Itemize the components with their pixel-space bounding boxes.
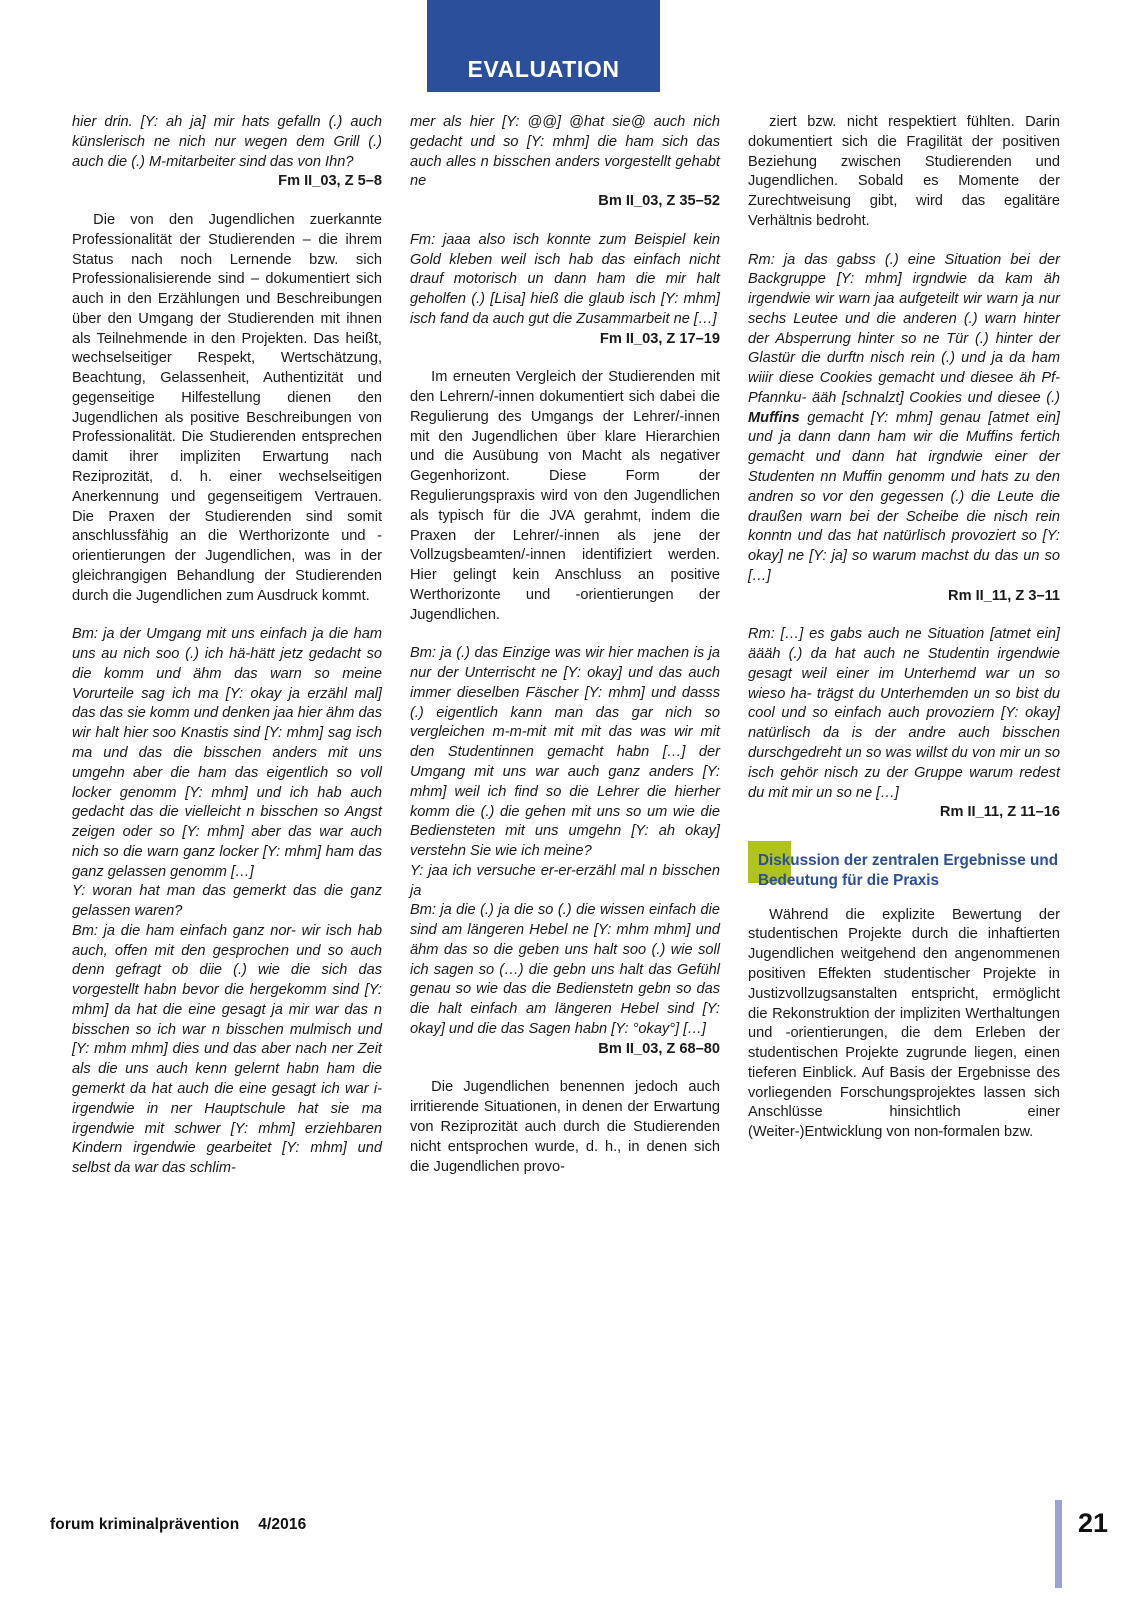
citation-rm-unterhemd: Rm II_11, Z 11–16 xyxy=(939,804,1060,821)
spacer xyxy=(72,606,382,625)
quote-rm-muffins xyxy=(748,251,1060,587)
column-1 xyxy=(72,113,382,1179)
quote-rm-unterhemd: Rm: […] es gabs auch ne Situation [atmet ein] äääh (.) da hat auch ne Studentin irgendwie gesagt weil einer im Unterhemd war un so wieso ha- trägst du Unterhemden un so bist du cool und so einfach auch provoziern [Y: okay] natürlisch da is der andre auch bisschen durschgedreht un so was willst du von mir un so isch gehör nisch zu der Gruppe warum redest du mit mir un so ne […] xyxy=(748,626,1060,801)
footer-journal-name: forum kriminalprävention xyxy=(50,1516,240,1533)
paragraph-irritierende-situationen: Die Jugendlichen benennen jedoch auch irritierende Situationen, in denen der Erwartung von Reziprozität auch durch die Studierenden nicht entsprochen wurde, d. h., in denen sich die Jugendlichen provo- xyxy=(410,1079,720,1175)
spacer xyxy=(748,606,1060,625)
citation-fm-gold: Fm II_03, Z 17–19 xyxy=(599,330,720,347)
quote-bm-unterricht-b: Y: jaa ich versuche er-er-erzähl mal n bisschen ja xyxy=(410,862,720,899)
quote-fm-gold: Fm: jaaa also isch konnte zum Beispiel kein Gold kleben weil isch hab das einfach nicht drauf motorisch un dann ham die mir halt geholfen (.) [Lisa] hieß die glaub isch [Y: mhm] isch fand da auch gut die Zusammarbeit ne […] xyxy=(410,231,720,327)
citation-fm-ii03-top: Fm II_03, Z 5–8 xyxy=(278,173,382,190)
section-heading-block xyxy=(748,849,1060,892)
spacer xyxy=(410,349,720,368)
footer-journal-line xyxy=(50,1516,306,1534)
quote-bm-umgang-c: Bm: ja die ham einfach ganz nor- wir isch hab auch, offen mit den gesprochen und so auch denn gefragt ob diie (.) wie die sich das vorgestellt habn bevor die hergekomm sind [Y: mhm] da hat die eine gesagt ja mir war das n bisschen so ich war n bisschen mulmisch und [Y: mhm mhm] dies und das aber nach ner Zeit als die uns auch kenn gelernt habn ham die gemerkt da hat auch die eine gesagt ich war i-irgendwie in ner Hauptschule hat sie ma irgendwie mit schwer [Y: mhm] erziehbaren Kindern irgendwie gearbeitet [Y: mhm] und selbst da war das schlim- xyxy=(72,922,382,1177)
quote-bm-unterricht-c: Bm: ja die (.) ja die so (.) die wissen einfach die sind am längeren Hebel ne [Y: mhm mhm] und ähm das so die geben uns halt soo (.) wie soll ich sagen so (…) die gebn uns halt das Gefühl genau so wie das die Bedienstetn gebn so das die halt einfach am längeren Hebel sind [Y: okay] und die das Sagen habn [Y: °okay°] […] xyxy=(410,902,720,1037)
paragraph-professionalitaet: Die von den Jugendlichen zuerkannte Professionalität der Studierenden – die ihrem Status nach noch Lernende bzw. sich Professionalisierende sind – dokumentiert sich auch in den Erzählungen und Beschreibungen über den Umgang der Studierenden mit ihnen als Teilnehmende in den Projekten. Das heißt, wechselseitiger Respekt, Wertschätzung, Beachtung, Gelassenheit, Authentizität und gegenseitige Hilfestellung dienen den Jugendlichen als positive Beschreibungen von Professionalität. Die Studierenden entsprechen damit ihrer impliziten Erwartung nach Reziprozität, d. h. einer wechselseitigen Anerkennung und gegenseitigem Vertrauen. Die Praxen der Studierenden sind somit anschlussfähig an die Werthorizonte und -orientierungen der Jugendlichen, was in der gleichrangigen Behandlung der Studierenden durch die Jugendlichen zum Ausdruck kommt. xyxy=(72,212,382,604)
column-3 xyxy=(748,113,1060,1179)
evaluation-banner xyxy=(427,0,660,92)
section-heading-text: Diskussion der zentralen Ergebnisse und Bedeutung für die Praxis xyxy=(758,852,1059,890)
quote-bm-umgang-a: Bm: ja der Umgang mit uns einfach ja die ham uns au nich soo (.) ich hä-hätt jetz gedacht so die komm und ähm das warn so meine Vorurteile sag ich ma [Y: okay ja erzähl mal] das das sie komm und denken jaa hier ähm das wir halt hier soo Knastis sind [Y: mhm] sag isch ma und das die bisschen anders mit uns umgehn aber die ham das eigentlich so voll locker genomm [Y: mhm] und ich hab auch gedacht das die vielleicht n bisschen so Angst zeigen oder so [Y: mhm] aber das war auch nich so die warn ganz locker [Y: mhm] ham das ganz gelassen genomm […] xyxy=(72,626,382,880)
paragraph-vergleich-lehrer: Im erneuten Vergleich der Studierenden mit den Lehrern/-innen dokumentiert sich dabei die Regulierung des Umgangs der Lehrer/-innen mit den Jugendlichen über klare Hierarchien und die Ausübung von Macht als negativer Gegenhorizont. Diese Form der Regulierungspraxis wird von den Jugendlichen als typisch für die JVA gerahmt, indem die Praxen der Lehrer/-innen als jene der Vollzugsbeamten/-innen identifiziert werden. Hier gelingt kein Anschluss an positive Werthorizonte und -orientierungen der Jugendlichen. xyxy=(410,369,720,623)
column-container xyxy=(72,113,1060,1179)
page-number: 21 xyxy=(1078,1508,1109,1538)
banner-title: EVALUATION xyxy=(467,56,620,82)
citation-rm-muffins: Rm II_11, Z 3–11 xyxy=(948,587,1060,604)
paragraph-diskussion: Während die explizite Bewertung der studentischen Projekte durch die inhaftierten Jugendlichen weitgehend den angenommenen positiven Effekten studentischer Projekte in Justizvollzugsanstalten entspricht, ermöglicht die Rekonstruktion der impliziten Werthaltungen und -orientierungen, die dem Erleben der studentischen Projekte zugrunde liegen, einen tieferen Einblick. Auf Basis der Ergebnisse des vorliegenden Forschungsprojektes lassen sich Anschlüsse hinsichtlich einer (Weiter-)Entwicklung von non-formalen bzw. xyxy=(748,906,1060,1141)
column-2 xyxy=(410,113,720,1179)
footer-issue: 4/2016 xyxy=(258,1516,307,1533)
spacer xyxy=(410,1059,720,1078)
quote-bm-umgang-b: Y: woran hat man das gemerkt das die ganz gelassen waren? xyxy=(72,883,382,920)
quote-fm-ii03-top: hier drin. [Y: ah ja] mir hats gefalln (.) auch künslerisch ne nich nur wegen dem Grill (.) auch die (.) M-mitarbeiter sind das von Ihn? xyxy=(72,114,382,170)
paragraph-fragilitaet: ziert bzw. nicht respektiert fühlten. Darin dokumentiert sich die Fragilität der positiven Beziehung zwischen Studierenden und Jugendlichen. Sobald es Momente der Zurechtweisung gibt, wird das egalitäre Verhältnis bedroht. xyxy=(748,114,1060,229)
quote-rm-muffins-pre: Rm: ja das gabss (.) eine Situation bei der Backgruppe [Y: mhm] irgndwie da kam äh irgendwie wir warn jaa aufgeteilt wir warn ja nur sechs Leutee und die anderen (.) warn hinter der Absperrung hinter so ne Tür (.) hinter der Glastür die durftn nisch rein (.) und ja da ham wiiir diese Cookies gemacht und diesee äh Pf-Pfannku- ääh [schnalzt] Cookies und diesee (.) xyxy=(748,251,1060,406)
quote-rm-muffins-post: gemacht [Y: mhm] genau [atmet ein] und ja dann dann ham wir die Muffins fertich gemacht und dann hat irgndwie einer der Studenten nn Muffin genomm und hats zu den andren so vor den gegessen (.) die Leute die draußen warn bei der Scheibe die nisch rein konntn und das hat natürlisch provoziert so [Y: okay] ne [Y: ja] so warum machst du das un so […] xyxy=(748,409,1060,584)
spacer xyxy=(748,232,1060,251)
spacer xyxy=(748,892,1060,906)
quote-bm-unterricht-a: Bm: ja (.) das Einzige was wir hier machen is ja nur der Unterrischt ne [Y: okay] und das auch immer dieselben Fäscher [Y: mhm] und dasss (.) eigentlich kann man das gar nich so vergleichen m-m-mit mit mit das was wir mit den Studentinnen gemacht habn […] der Umgang mit uns war auch ganz anders [Y: mhm] weil ich find so die Lehrer die hierher komm die (.) die gehen mit uns so um wie die Bediensteten mit uns umgehn [Y: ah okay] verstehn Sie wie ich meine? xyxy=(410,645,720,860)
spacer xyxy=(410,625,720,644)
citation-bm-ii03-top: Bm II_03, Z 35–52 xyxy=(598,193,720,210)
quote-rm-muffins-emphasis: Muffins xyxy=(748,409,800,426)
quote-bm-ii03-top: mer als hier [Y: @@] @hat sie@ auch nich gedacht und so [Y: mhm] die ham sich das auch alles n bisschen anders vorgestellt gehabt ne xyxy=(410,114,720,190)
citation-bm-unterricht: Bm II_03, Z 68–80 xyxy=(598,1040,720,1057)
spacer xyxy=(410,212,720,231)
spacer xyxy=(72,192,382,211)
footer-vertical-rule xyxy=(1055,1500,1062,1588)
